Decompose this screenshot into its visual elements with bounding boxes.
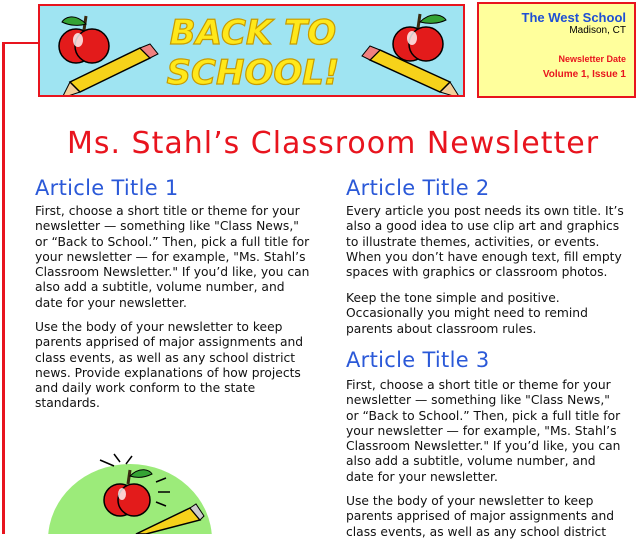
school-info-box [477,2,636,98]
apple-icon [393,14,446,61]
back-to-school-banner [38,4,465,97]
side-rule [2,42,5,534]
newsletter-title: Ms. Stahl’s Classroom Newsletter [66,126,600,161]
newsletter-date: Newsletter Date [558,54,626,64]
school-city: Madison, CT [569,25,626,36]
article-1-title: Article Title 1 [35,176,179,200]
apple-icon [59,16,109,63]
article-3-paragraph-1: First, choose a short title or theme for your newsletter — something like "Class News," or “Back to School.” Then, pick a full title for your newsletter — for example, "Ms. Stahl’s Classroom Newsletter." If you’d like, you can also add a subtitle, volume number, and date for your newsletter. [346,378,621,484]
newsletter-issue: Volume 1, Issue 1 [542,69,626,80]
article-1-paragraph-1: First, choose a short title or theme for your newsletter — something like "Class News," or “Back to School.” Then, pick a full title for your newsletter — for example, "Ms. Stahl’s Classroom Newsletter." If you’d like, you can also add a subtitle, volume number, and date for your newsletter. [35,204,310,310]
article-2-paragraph-2: Keep the tone simple and positive. Occasionally you might need to remind parents about classroom rules. [346,291,588,336]
school-name: The West School [521,10,626,25]
article-2-paragraph-1: Every article you post needs its own title. It’s also a good idea to use clip art and graphics to illustrate themes, activities, or events. When you don’t have enough text, fill empty spaces with graphics or classroom photos. [346,204,624,280]
article-3-title: Article Title 3 [346,348,490,372]
banner-line-2: SCHOOL! [166,53,340,93]
article-1-paragraph-2: Use the body of your newsletter to keep parents apprised of major assignments and class events, as well as any school district news. Provide explanations of how projects and daily work conform to the state standards. [35,320,304,411]
article-3-paragraph-2: Use the body of your newsletter to keep parents apprised of major assignments and class events, as well as any school district [346,494,615,539]
banner-line-1: BACK TO [169,13,337,53]
banner-artwork [40,6,465,97]
article-2-title: Article Title 2 [346,176,490,200]
side-rule-connector [2,42,38,44]
apple-pencil-clipart [40,452,220,534]
